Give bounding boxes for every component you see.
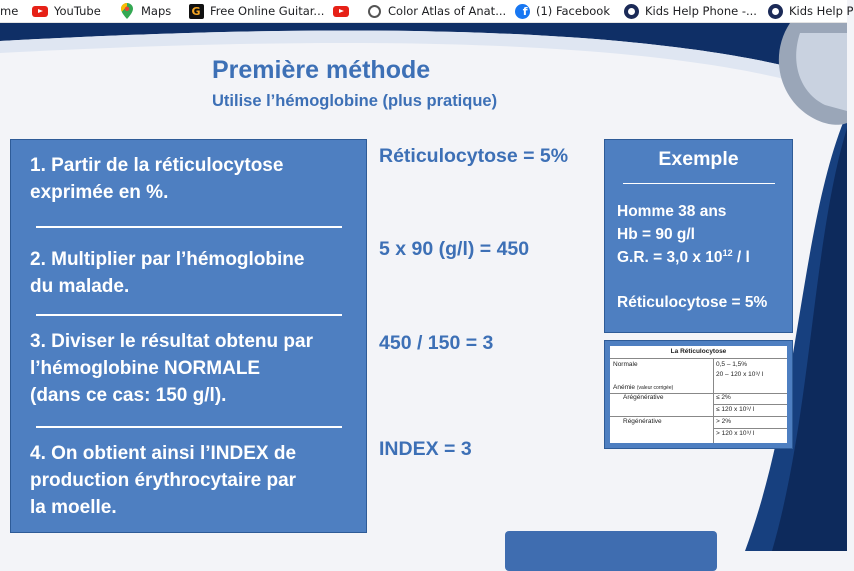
step-4-line-1: 4. On obtient ainsi l’INDEX de <box>30 443 297 464</box>
step-2-line-1: 2. Multiplier par l’hémoglobine <box>30 249 305 270</box>
bookmark-maps[interactable] <box>119 0 171 22</box>
table-regenerative-label: Régénérative <box>623 418 662 425</box>
example-line-1: Homme 38 ans <box>617 203 727 220</box>
step-3 <box>30 328 360 409</box>
table-rule <box>610 358 787 359</box>
facebook-icon: f <box>514 3 530 19</box>
bookmark-label: Maps <box>141 4 172 18</box>
step-3-line-3: (dans ce cas: 150 g/l). <box>30 385 227 406</box>
table-title: La Réticulocytose <box>670 348 727 355</box>
step-divider <box>36 314 342 316</box>
table-regenerative-percent: > 2% <box>716 418 731 425</box>
bookmark-color-atlas[interactable] <box>366 0 506 22</box>
globe-icon <box>366 3 382 19</box>
table-anemia-label <box>613 384 673 391</box>
step-divider <box>36 426 342 428</box>
next-slide-box-partial <box>505 531 717 571</box>
step-1-line-2: exprimée en %. <box>30 182 169 203</box>
guitar-site-icon: G <box>188 3 204 19</box>
step-2 <box>30 246 360 300</box>
step-1-line-1: 1. Partir de la réticulocytose <box>30 155 284 176</box>
table-rule <box>713 404 787 405</box>
table-normal-absolute: 20 – 120 x 10⁹/ l <box>716 371 764 378</box>
bookmarks-bar <box>0 0 854 23</box>
bookmark-label: Color Atlas of Anat... <box>388 4 507 18</box>
bookmark-label: Kids Help P <box>789 4 854 18</box>
kids-help-phone-icon <box>623 3 639 19</box>
step-2-line-2: du malade. <box>30 276 130 297</box>
bookmark-youtube[interactable] <box>32 0 101 22</box>
example-title-underline <box>623 183 775 184</box>
bookmark-youtube-2[interactable] <box>333 0 349 22</box>
table-normal-label: Normale <box>613 361 638 368</box>
table-aregenerative-percent: ≤ 2% <box>716 394 731 401</box>
step-4 <box>30 440 360 521</box>
result-4: INDEX = 3 <box>379 438 472 460</box>
step-4-line-3: la moelle. <box>30 497 117 518</box>
maps-pin-icon <box>119 3 135 19</box>
example-title: Exemple <box>658 148 739 170</box>
kids-help-phone-icon <box>767 3 783 19</box>
table-aregenerative-absolute: ≤ 120 x 10⁹/ l <box>716 406 755 413</box>
example-line-3 <box>617 248 750 267</box>
result-1: Réticulocytose = 5% <box>379 145 569 167</box>
bookmark-guitar[interactable] <box>188 0 324 22</box>
slide-subtitle: Utilise l’hémoglobine (plus pratique) <box>212 92 498 110</box>
result-2: 5 x 90 (g/l) = 450 <box>379 238 530 260</box>
step-3-line-1: 3. Diviser le résultat obtenu par <box>30 331 313 352</box>
example-line-4: Réticulocytose = 5% <box>617 294 768 311</box>
step-3-line-2: l’hémoglobine NORMALE <box>30 358 261 379</box>
table-anemia-text: Anémie <box>613 384 636 391</box>
table-normal-percent: 0,5 – 1,5% <box>716 361 748 368</box>
example-line-3-unit: / l <box>732 249 750 267</box>
step-4-line-2: production érythrocytaire par <box>30 470 297 491</box>
bookmark-facebook[interactable] <box>514 0 610 22</box>
example-line-3-exponent: 12 <box>722 248 733 258</box>
youtube-icon <box>32 3 48 19</box>
step-divider <box>36 226 342 228</box>
example-line-2: Hb = 90 g/l <box>617 226 695 243</box>
bookmark-label: YouTube <box>54 4 101 18</box>
slide-title: Première méthode <box>212 56 431 84</box>
table-rule <box>610 416 787 417</box>
bookmark-label: me <box>0 4 19 18</box>
example-box <box>604 139 793 333</box>
table-anemia-note: (valeur corrigée) <box>636 385 674 391</box>
table-regenerative-absolute: > 120 x 10⁹/ l <box>716 430 755 437</box>
bookmark-kids-help-phone[interactable] <box>623 0 757 22</box>
presentation-slide <box>0 23 847 551</box>
youtube-icon <box>333 3 349 19</box>
example-line-3-main: G.R. = 3,0 x 10 <box>617 249 723 267</box>
steps-box <box>10 139 367 533</box>
bookmark-partial[interactable] <box>0 0 18 22</box>
result-3: 450 / 150 = 3 <box>379 332 494 354</box>
step-1 <box>30 152 360 206</box>
bookmark-label: Kids Help Phone -... <box>645 4 757 18</box>
table-rule <box>713 428 787 429</box>
reference-table <box>610 346 787 443</box>
reference-table-box <box>604 340 793 449</box>
bookmark-kids-help-phone-2[interactable] <box>767 0 854 22</box>
table-column-rule <box>713 358 714 443</box>
bookmark-label: Free Online Guitar... <box>210 4 325 18</box>
table-aregenerative-label: Arégénérative <box>623 394 664 401</box>
bookmark-label: (1) Facebook <box>536 4 610 18</box>
